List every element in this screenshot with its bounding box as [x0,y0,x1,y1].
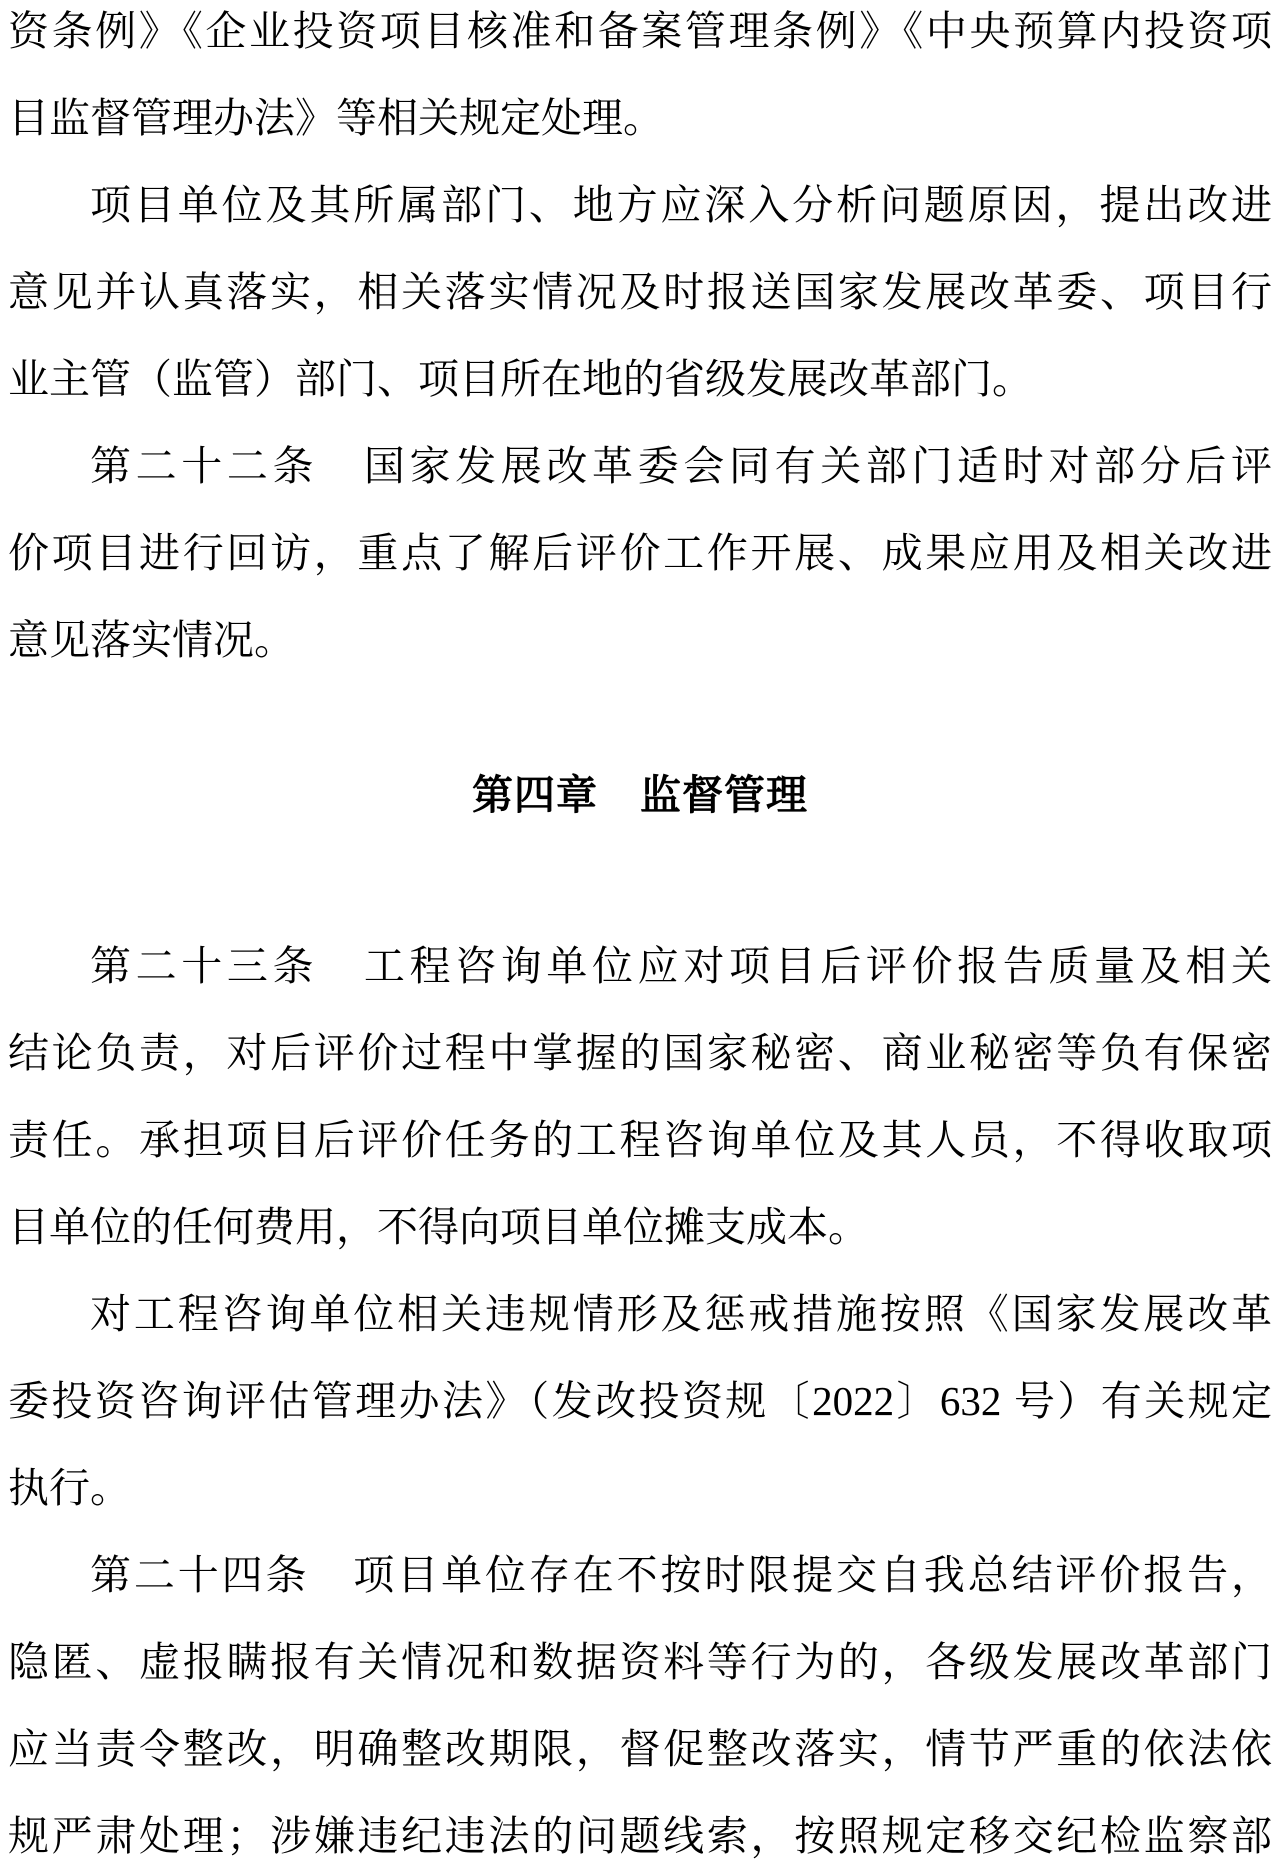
text-line: 价项目进行回访，重点了解后评价工作开展、成果应用及相关改进 [8,530,1272,576]
text-line: 第二十四条 项目单位存在不按时限提交自我总结评价报告， [90,1552,1272,1598]
text-line: 业主管（监管）部门、项目所在地的省级发展改革部门。 [8,356,1033,402]
text-line: 资条例》《企业投资项目核准和备案管理条例》《中央预算内投资项 [8,8,1272,54]
text-line: 结论负责，对后评价过程中掌握的国家秘密、商业秘密等负有保密 [8,1030,1272,1076]
text-line: 隐匿、虚报瞒报有关情况和数据资料等行为的，各级发展改革部门 [8,1639,1272,1685]
text-line: 目监督管理办法》等相关规定处理。 [8,95,664,141]
text-line: 意见落实情况。 [8,617,295,663]
text-line: 对工程咨询单位相关违规情形及惩戒措施按照《国家发展改革 [90,1291,1272,1337]
text-line: 执行。 [8,1465,131,1511]
text-line: 目单位的任何费用，不得向项目单位摊支成本。 [8,1204,869,1250]
text-line: 委投资咨询评估管理办法》（发改投资规〔2022〕632 号）有关规定 [8,1378,1272,1424]
text-line: 项目单位及其所属部门、地方应深入分析问题原因，提出改进 [90,182,1272,228]
text-line: 第二十二条 国家发展改革委会同有关部门适时对部分后评 [90,443,1272,489]
text-line: 责任。承担项目后评价任务的工程咨询单位及其人员，不得收取项 [8,1117,1272,1163]
text-line: 应当责令整改，明确整改期限，督促整改落实，情节严重的依法依 [8,1726,1272,1772]
text-line: 规严肃处理；涉嫌违纪违法的问题线索，按照规定移交纪检监察部 [8,1813,1272,1859]
chapter-heading: 第四章 监督管理 [472,772,808,818]
text-line: 意见并认真落实，相关落实情况及时报送国家发展改革委、项目行 [8,269,1272,315]
text-line: 第二十三条 工程咨询单位应对项目后评价报告质量及相关 [90,943,1272,989]
